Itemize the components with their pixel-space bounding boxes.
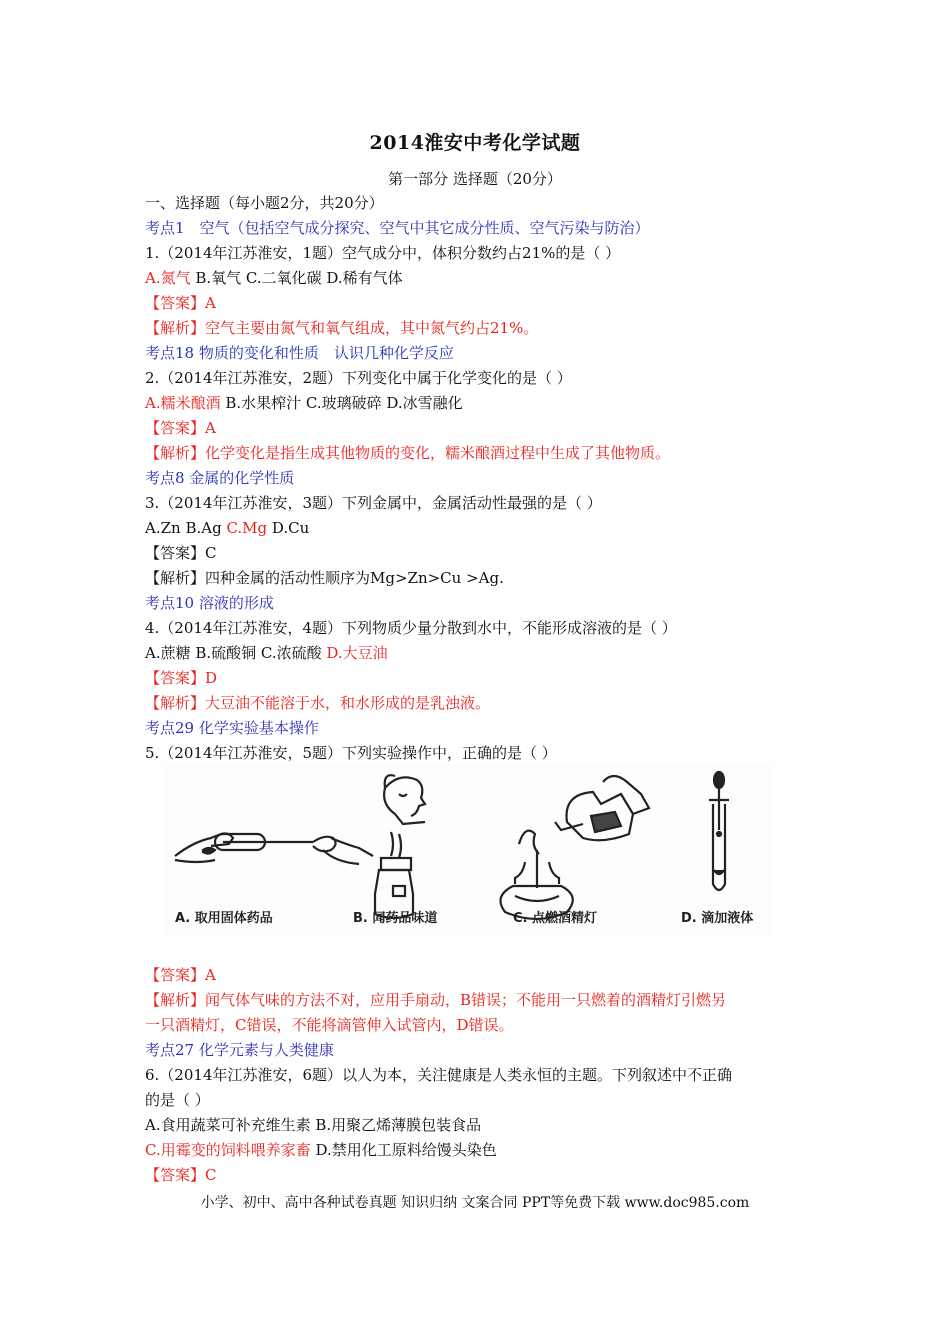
figure-caption-d: D. 滴加液体 bbox=[681, 911, 754, 926]
question-options bbox=[145, 268, 403, 288]
question-options bbox=[145, 393, 463, 413]
correct-option: C.用霉变的饲料喂养家畜 bbox=[145, 1141, 311, 1159]
lab-operations-figure bbox=[163, 764, 773, 936]
topic-heading: 考点18 物质的变化和性质 认识几种化学反应 bbox=[145, 344, 454, 362]
other-options: B.水果榨汁 C.玻璃破碎 D.冰雪融化 bbox=[220, 394, 463, 412]
topic-heading: 考点8 金属的化学性质 bbox=[145, 469, 295, 487]
figure-caption-c: C. 点燃酒精灯 bbox=[513, 911, 598, 926]
other-options: D.禁用化工原料给馒头染色 bbox=[310, 1141, 497, 1159]
answer-line: 【答案】A bbox=[145, 419, 216, 437]
document-subtitle: 第一部分 选择题（20分） bbox=[388, 170, 562, 188]
question-stem: 4.（2014年江苏淮安，4题）下列物质少量分散到水中，不能形成溶液的是（ ） bbox=[145, 619, 677, 637]
answer-line: 【答案】D bbox=[145, 669, 218, 687]
question-stem: 2.（2014年江苏淮安，2题）下列变化中属于化学变化的是（ ） bbox=[145, 369, 572, 387]
question-stem-continued: 的是（ ） bbox=[145, 1091, 210, 1109]
other-options: B.氧气 C.二氧化碳 D.稀有气体 bbox=[190, 269, 403, 287]
section-heading: 一、选择题（每小题2分，共20分） bbox=[145, 194, 384, 212]
analysis-line: 【解析】化学变化是指生成其他物质的变化，糯米酿酒过程中生成了其他物质。 bbox=[145, 444, 671, 462]
question-options bbox=[145, 1140, 497, 1160]
answer-line: 【答案】A bbox=[145, 966, 216, 984]
answer-line: 【答案】A bbox=[145, 294, 216, 312]
answer-line: 【答案】C bbox=[145, 1166, 217, 1184]
correct-option: A.氮气 bbox=[145, 269, 191, 287]
question-options: A.食用蔬菜可补充维生素 B.用聚乙烯薄膜包装食品 bbox=[145, 1116, 482, 1134]
topic-heading: 考点10 溶液的形成 bbox=[145, 594, 274, 612]
correct-option: A.糯米酿酒 bbox=[145, 394, 221, 412]
topic-heading: 考点27 化学元素与人类健康 bbox=[145, 1041, 334, 1059]
figure-caption-a: A. 取用固体药品 bbox=[175, 911, 273, 926]
analysis-line: 【解析】四种金属的活动性顺序为Mg>Zn>Cu >Ag. bbox=[145, 569, 504, 587]
correct-option: C.Mg bbox=[226, 519, 268, 537]
other-options: D.Cu bbox=[267, 519, 310, 537]
question-stem: 6.（2014年江苏淮安，6题）以人为本，关注健康是人类永恒的主题。下列叙述中不正确 bbox=[145, 1066, 733, 1084]
analysis-line: 【解析】大豆油不能溶于水，和水形成的是乳浊液。 bbox=[145, 694, 491, 712]
question-stem: 1.（2014年江苏淮安，1题）空气成分中，体积分数约占21%的是（ ） bbox=[145, 244, 621, 262]
question-options bbox=[145, 643, 388, 663]
question-stem: 5.（2014年江苏淮安，5题）下列实验操作中，正确的是（ ） bbox=[145, 744, 557, 762]
answer-line: 【答案】C bbox=[145, 544, 217, 562]
question-options bbox=[145, 518, 309, 538]
figure-caption-b: B. 闻药品味道 bbox=[353, 911, 438, 926]
analysis-line-continued: 一只酒精灯，C错误，不能将滴管伸入试管内，D错误。 bbox=[145, 1016, 514, 1034]
document-title: 2014淮安中考化学试题 bbox=[369, 132, 581, 154]
other-options: A.Zn B.Ag bbox=[145, 519, 227, 537]
page-footer: 小学、初中、高中各种试卷真题 知识归纳 文案合同 PPT等免费下载 www.doc985.com bbox=[200, 1195, 750, 1211]
analysis-line: 【解析】空气主要由氮气和氧气组成，其中氮气约占21%。 bbox=[145, 319, 539, 337]
topic-heading: 考点1 空气（包括空气成分探究、空气中其它成分性质、空气污染与防治） bbox=[145, 219, 650, 237]
question-stem: 3.（2014年江苏淮安，3题）下列金属中，金属活动性最强的是（ ） bbox=[145, 494, 602, 512]
other-options: A.蔗糖 B.硫酸铜 C.浓硫酸 bbox=[145, 644, 327, 662]
correct-option: D.大豆油 bbox=[326, 644, 388, 662]
analysis-line: 【解析】闻气体气味的方法不对，应用手扇动，B错误；不能用一只燃着的酒精灯引燃另 bbox=[145, 991, 727, 1009]
topic-heading: 考点29 化学实验基本操作 bbox=[145, 719, 319, 737]
